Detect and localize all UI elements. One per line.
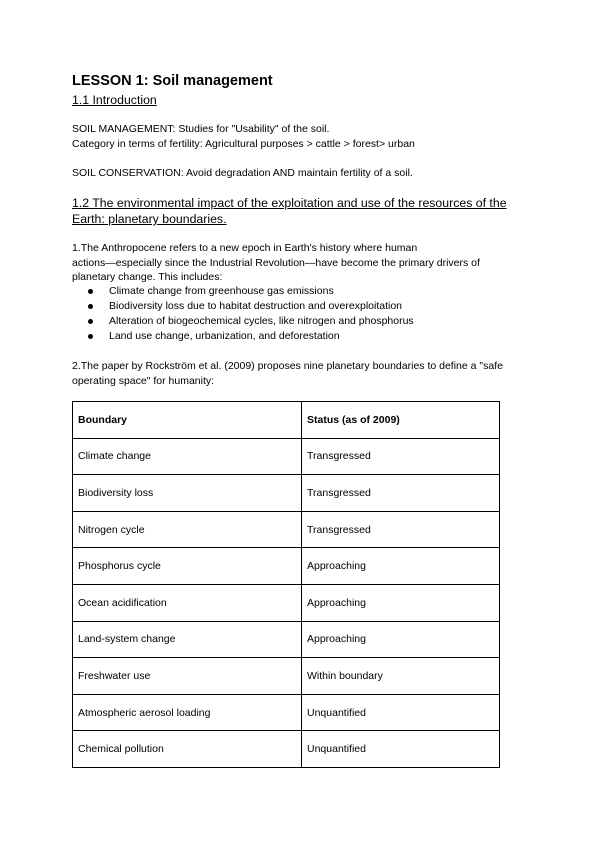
soil-management-definition: SOIL MANAGEMENT: Studies for "Usability" of the soil. [72, 123, 330, 135]
anthropocene-paragraph-line1: 1.The Anthropocene refers to a new epoch in Earth's history where human [72, 242, 418, 254]
header-boundary: Boundary [73, 402, 302, 439]
section-1-2-heading-line1: 1.2 The environmental impact of the exploitation and use of the resources of the [72, 196, 507, 210]
status-cell: Approaching [302, 621, 500, 658]
table-row [73, 475, 500, 512]
boundary-cell: Land-system change [73, 621, 302, 658]
bullet-text: Land use change, urbanization, and deforestation [109, 330, 340, 342]
bullet-item [72, 284, 414, 299]
bullet-item [72, 299, 414, 314]
table-row [73, 511, 500, 548]
boundary-cell: Ocean acidification [73, 584, 302, 621]
section-1-2-heading-line2: Earth: planetary boundaries. [72, 212, 227, 226]
fertility-category: Category in terms of fertility: Agricultural purposes > cattle > forest> urban [72, 138, 415, 150]
anthropocene-paragraph-line3: planetary change. This includes: [72, 271, 223, 283]
bullet-text: Climate change from greenhouse gas emissions [109, 285, 334, 297]
boundary-cell: Freshwater use [73, 658, 302, 695]
status-cell: Approaching [302, 584, 500, 621]
anthropocene-paragraph-line2: actions—especially since the Industrial Revolution—have become the primary drivers of [72, 257, 480, 269]
planetary-boundaries-table [72, 401, 500, 768]
table-row [73, 548, 500, 585]
status-cell: Transgressed [302, 511, 500, 548]
bullet-text: Alteration of biogeochemical cycles, like nitrogen and phosphorus [109, 315, 414, 327]
bullet-dot-icon [88, 319, 93, 324]
section-1-1-heading: 1.1 Introduction [72, 93, 157, 107]
table-row [73, 438, 500, 475]
boundary-cell: Chemical pollution [73, 731, 302, 768]
status-cell: Approaching [302, 548, 500, 585]
status-cell: Transgressed [302, 438, 500, 475]
bullet-dot-icon [88, 304, 93, 309]
table-row [73, 584, 500, 621]
boundary-cell: Phosphorus cycle [73, 548, 302, 585]
table-row [73, 694, 500, 731]
status-cell: Within boundary [302, 658, 500, 695]
bullet-item [72, 314, 414, 329]
status-cell: Unquantified [302, 731, 500, 768]
boundary-cell: Climate change [73, 438, 302, 475]
boundary-cell: Nitrogen cycle [73, 511, 302, 548]
table-row [73, 658, 500, 695]
status-cell: Transgressed [302, 475, 500, 512]
anthropocene-bullet-list [72, 284, 414, 344]
boundary-cell: Atmospheric aerosol loading [73, 694, 302, 731]
status-cell: Unquantified [302, 694, 500, 731]
rockstrom-paragraph-line1: 2.The paper by Rockström et al. (2009) proposes nine planetary boundaries to define a "safe [72, 360, 503, 372]
bullet-dot-icon [88, 334, 93, 339]
bullet-dot-icon [88, 289, 93, 294]
boundary-cell: Biodiversity loss [73, 475, 302, 512]
bullet-text: Biodiversity loss due to habitat destruction and overexploitation [109, 300, 403, 312]
header-status: Status (as of 2009) [302, 402, 500, 439]
table-row [73, 621, 500, 658]
lesson-title: LESSON 1: Soil management [72, 73, 273, 89]
rockstrom-paragraph-line2: operating space" for humanity: [72, 375, 215, 387]
soil-conservation-definition: SOIL CONSERVATION: Avoid degradation AND maintain fertility of a soil. [72, 167, 413, 179]
bullet-item [72, 329, 414, 344]
table-row [73, 731, 500, 768]
table-header-row [73, 402, 500, 439]
